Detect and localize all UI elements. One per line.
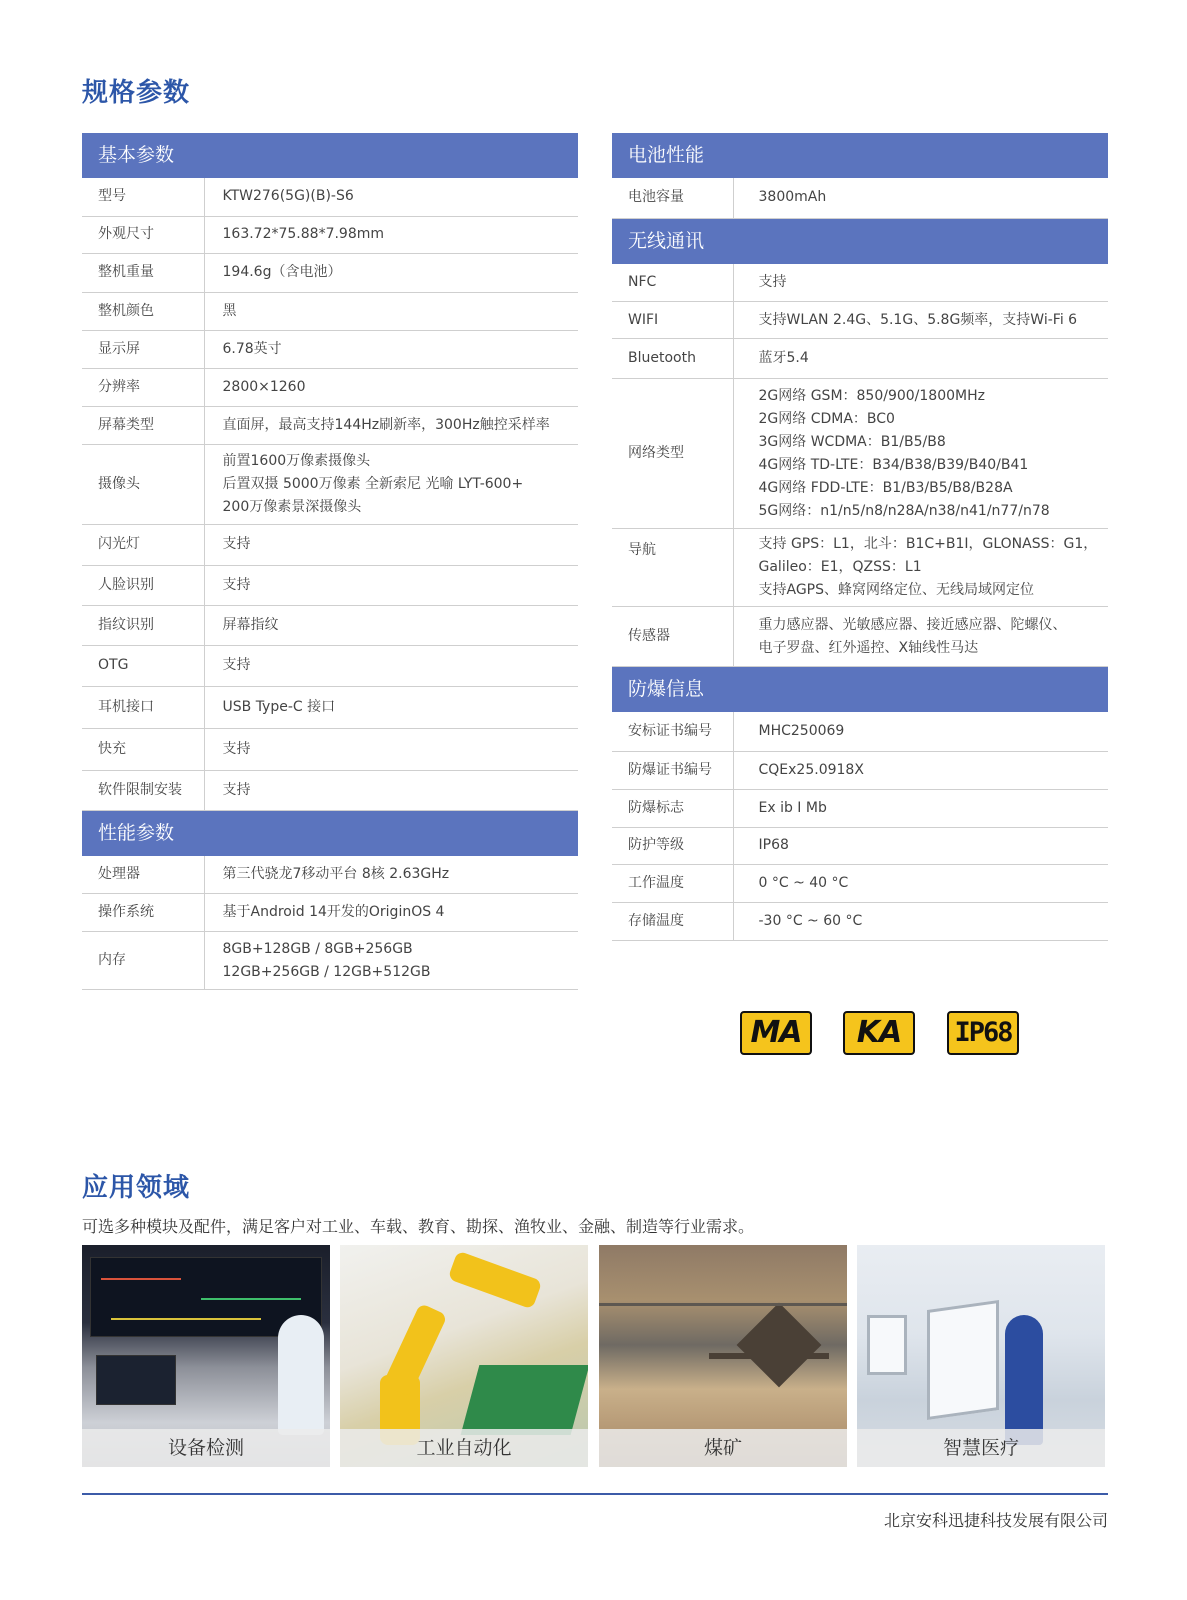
spec-row [82,565,578,605]
spec-row [82,932,578,990]
spec-value: 支持 [733,264,1108,302]
spec-label: 内存 [82,932,204,990]
ma-cert-logo: MA [740,1011,812,1055]
company-name: 北京安科迅捷科技发展有限公司 [883,1511,1108,1530]
spec-value: 支持 [204,565,578,605]
spec-value: 基于Android 14开发的OriginOS 4 [204,894,578,932]
spec-label: 安标证书编号 [612,712,733,751]
spec-value: 第三代骁龙7移动平台 8核 2.63GHz [204,856,578,894]
spec-value: KTW276(5G)(B)-S6 [204,178,578,216]
spec-label: 导航 [612,529,733,607]
spec-label: 屏幕类型 [82,406,204,444]
application-section-title: 应用领域 [82,1173,191,1203]
spec-value: 屏幕指纹 [204,605,578,645]
spec-value: 8GB+128GB / 8GB+256GB 12GB+256GB / 12GB+512GB [204,932,578,990]
spec-row [612,379,1108,529]
spec-row [82,524,578,565]
spec-value: 蓝牙5.4 [733,339,1108,379]
spec-row [82,178,578,216]
battery-table [612,178,1108,219]
spec-value: 163.72*75.88*7.98mm [204,216,578,253]
spec-label: 分辨率 [82,368,204,406]
spec-row [82,894,578,932]
spec-label: 外观尺寸 [82,216,204,253]
spec-label: 整机重量 [82,253,204,292]
spec-value: 支持 [204,524,578,565]
ka-cert-logo: KA [843,1011,915,1055]
spec-label: 快充 [82,728,204,770]
spec-label: 指纹识别 [82,605,204,645]
spec-value: 支持 [204,770,578,810]
app-caption: 设备检测 [82,1429,330,1467]
spec-row [82,253,578,292]
battery-header: 电池性能 [612,133,1108,178]
spec-label: 操作系统 [82,894,204,932]
spec-label: 人脸识别 [82,565,204,605]
explosion-table [612,712,1108,941]
spec-label: 闪光灯 [82,524,204,565]
certification-logos [740,1011,1020,1057]
app-caption: 工业自动化 [340,1429,588,1467]
spec-row [82,770,578,810]
spec-row [82,645,578,686]
spec-row [82,856,578,894]
spec-value: 黑 [204,292,578,330]
spec-section-title: 规格参数 [82,78,191,108]
spec-label: 工作温度 [612,864,733,902]
application-gallery [82,1245,1108,1467]
spec-row [612,712,1108,751]
spec-value: -30 °C ~ 60 °C [733,902,1108,940]
spec-row [612,864,1108,902]
spec-row [82,605,578,645]
spec-row [612,607,1108,667]
wireless-table [612,264,1108,668]
spec-value: 前置1600万像素摄像头 后置双摄 5000万像素 全新索尼 光喻 LYT-600+ 200万像素景深摄像头 [204,444,578,524]
spec-row [82,686,578,728]
spec-value: 3800mAh [733,178,1108,218]
spec-label: 存储温度 [612,902,733,940]
spec-value: USB Type-C 接口 [204,686,578,728]
spec-label: 防爆标志 [612,789,733,827]
spec-value: 支持 [204,645,578,686]
spec-value: 2G网络 GSM：850/900/1800MHz 2G网络 CDMA：BC0 3G网络 WCDMA：B1/B5/B8 4G网络 TD-LTE：B34/B38/B39/B40/B41 4G网络 FDD-LTE：B1/B3/B5/B8/B28A 5G网络：n1/n5/n8/n28A/n38/n41/n77/n78 [733,379,1108,529]
spec-value: 2800×1260 [204,368,578,406]
technician-image [278,1315,324,1435]
spec-label: OTG [82,645,204,686]
spec-label: 防护等级 [612,827,733,864]
spec-row [612,178,1108,218]
circuit-board-image [461,1365,588,1435]
spec-label: 摄像头 [82,444,204,524]
right-spec-column [612,133,1108,941]
left-spec-column [82,133,578,990]
nurse-image [1005,1315,1043,1445]
spec-value: 重力感应器、光敏感应器、接近感应器、陀螺仪、 电子罗盘、红外遥控、X轴线性马达 [733,607,1108,667]
spec-value: 支持 GPS：L1，北斗：B1C+B1I，GLONASS：G1， Galileo：E1，QZSS：L1 支持AGPS、蜂窝网络定位、无线局域网定位 [733,529,1108,607]
application-intro: 可选多种模块及配件，满足客户对工业、车载、教育、勘探、渔牧业、金融、制造等行业需求。 [82,1217,755,1236]
wireless-header: 无线通讯 [612,219,1108,264]
spec-value: IP68 [733,827,1108,864]
spec-value: CQEx25.0918X [733,751,1108,789]
app-caption: 智慧医疗 [857,1429,1105,1467]
spec-row [82,406,578,444]
spec-value: 直面屏，最高支持144Hz刷新率，300Hz触控采样率 [204,406,578,444]
spec-value: 6.78英寸 [204,330,578,368]
spec-label: 型号 [82,178,204,216]
spec-label: 软件限制安装 [82,770,204,810]
app-card-smart-medical [857,1245,1105,1467]
spec-row [82,292,578,330]
spec-row [612,789,1108,827]
app-card-equipment-inspection [82,1245,330,1467]
spec-label: 防爆证书编号 [612,751,733,789]
xray-screen-image [927,1300,999,1420]
spec-row [612,529,1108,607]
spec-row [82,368,578,406]
spec-label: WIFI [612,302,733,339]
perf-params-header: 性能参数 [82,811,578,856]
spec-value: 0 °C ~ 40 °C [733,864,1108,902]
spec-row [82,216,578,253]
spec-label: NFC [612,264,733,302]
app-caption: 煤矿 [599,1429,847,1467]
spec-label: 网络类型 [612,379,733,529]
spec-row [612,302,1108,339]
monitor-image [96,1355,176,1405]
spec-row [612,751,1108,789]
spec-row [612,264,1108,302]
spec-label: Bluetooth [612,339,733,379]
spec-value: Ex ib I Mb [733,789,1108,827]
spec-row [82,444,578,524]
spec-row [612,339,1108,379]
spec-label: 显示屏 [82,330,204,368]
perf-params-table [82,856,578,991]
spec-row [82,330,578,368]
ip68-cert-logo: IP68 [947,1011,1019,1055]
spec-value: 194.6g（含电池） [204,253,578,292]
spec-label: 耳机接口 [82,686,204,728]
spec-row [82,728,578,770]
spec-value: 支持 [204,728,578,770]
spec-label: 整机颜色 [82,292,204,330]
spec-value: MHC250069 [733,712,1108,751]
spec-label: 处理器 [82,856,204,894]
explosion-header: 防爆信息 [612,667,1108,712]
spec-row [612,827,1108,864]
app-card-coal-mine [599,1245,847,1467]
spec-row [612,902,1108,940]
basic-params-table [82,178,578,811]
excavator-image [737,1303,822,1388]
app-card-industrial-automation [340,1245,588,1467]
basic-params-header: 基本参数 [82,133,578,178]
spec-value: 支持WLAN 2.4G、5.1G、5.8G频率，支持Wi-Fi 6 [733,302,1108,339]
spec-label: 电池容量 [612,178,733,218]
footer-divider [82,1493,1108,1495]
spec-label: 传感器 [612,607,733,667]
